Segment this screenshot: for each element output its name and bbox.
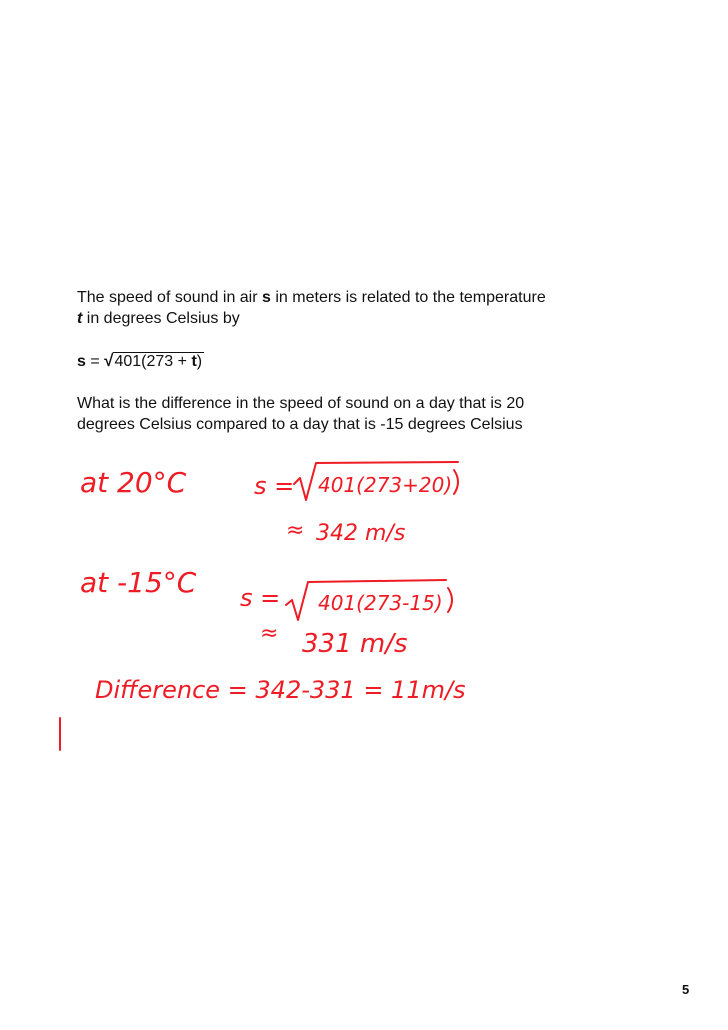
- bracket-2: [448, 588, 452, 612]
- question-line-1: What is the difference in the speed of sound on a day that is 20: [77, 395, 525, 412]
- page-number: 5: [682, 982, 690, 997]
- case2-s: s =: [240, 584, 281, 612]
- case1-s: s =: [254, 472, 295, 500]
- radicand-pre: 401(273 +: [114, 353, 192, 370]
- line1-pre: The speed of sound in air: [77, 289, 263, 306]
- sqrt-icon: √: [104, 351, 114, 370]
- formula-equals: =: [85, 353, 105, 370]
- case1-radicand: 401(273+20): [318, 473, 453, 497]
- radicand-variable: t: [191, 353, 197, 370]
- line2-post: in degrees Celsius by: [82, 310, 240, 327]
- case2-label: at -15°C: [80, 566, 197, 599]
- bracket-1: [454, 470, 458, 494]
- case1-approx: ≈: [286, 518, 305, 543]
- case1-label: at 20°C: [80, 466, 187, 499]
- variable-s: s: [262, 289, 271, 306]
- line1-post: in meters is related to the temperature: [270, 289, 546, 306]
- variable-t: t: [77, 310, 83, 327]
- case2-result: 331 m/s: [302, 629, 408, 659]
- difference-line: Difference = 342-331 = 11m/s: [95, 676, 466, 704]
- question-line-2: degrees Celsius compared to a day that is -15 degrees Celsius: [77, 416, 523, 433]
- case1-result: 342 m/s: [316, 521, 406, 546]
- case2-approx: ≈: [260, 621, 279, 646]
- formula-lhs: s: [77, 353, 86, 370]
- case2-radicand: 401(273-15): [318, 591, 443, 615]
- radicand-post: ): [196, 353, 203, 370]
